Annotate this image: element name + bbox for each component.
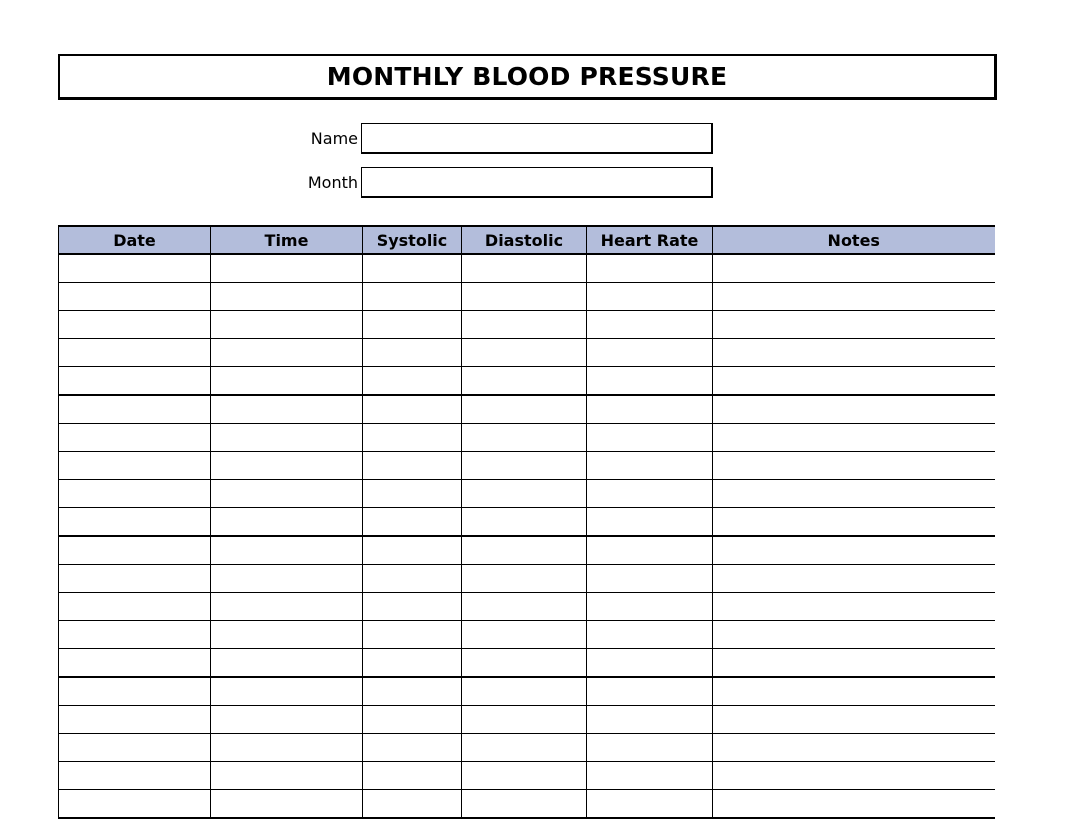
page-title: MONTHLY BLOOD PRESSURE <box>326 62 728 91</box>
cell-time[interactable] <box>211 649 363 678</box>
cell-systolic[interactable] <box>363 339 462 367</box>
log-table-container <box>58 225 995 823</box>
title-box <box>58 54 997 100</box>
column-header-notes: Notes <box>713 226 996 254</box>
cell-notes[interactable] <box>713 790 996 819</box>
cell-time[interactable] <box>211 480 363 508</box>
cell-time[interactable] <box>211 367 363 396</box>
cell-systolic[interactable] <box>363 706 462 734</box>
table-row <box>59 706 996 734</box>
cell-diastolic[interactable] <box>462 649 587 678</box>
cell-heart-rate[interactable] <box>587 593 713 621</box>
cell-time[interactable] <box>211 536 363 565</box>
table-row <box>59 254 996 283</box>
cell-date[interactable] <box>59 339 211 367</box>
cell-diastolic[interactable] <box>462 593 587 621</box>
cell-diastolic[interactable] <box>462 565 587 593</box>
cell-time[interactable] <box>211 565 363 593</box>
cell-date[interactable] <box>59 367 211 396</box>
cell-time[interactable] <box>211 677 363 706</box>
column-header-systolic: Systolic <box>363 226 462 254</box>
cell-time[interactable] <box>211 424 363 452</box>
cell-notes[interactable] <box>713 734 996 762</box>
cell-notes[interactable] <box>713 480 996 508</box>
cell-date[interactable] <box>59 452 211 480</box>
cell-date[interactable] <box>59 706 211 734</box>
cell-diastolic[interactable] <box>462 339 587 367</box>
cell-heart-rate[interactable] <box>587 649 713 678</box>
cell-heart-rate[interactable] <box>587 706 713 734</box>
table-row <box>59 762 996 790</box>
cell-heart-rate[interactable] <box>587 424 713 452</box>
table-row <box>59 339 996 367</box>
table-row <box>59 734 996 762</box>
cell-notes[interactable] <box>713 311 996 339</box>
table-row <box>59 452 996 480</box>
cell-systolic[interactable] <box>363 254 462 283</box>
cell-date[interactable] <box>59 536 211 565</box>
cell-diastolic[interactable] <box>462 452 587 480</box>
cell-systolic[interactable] <box>363 508 462 537</box>
cell-notes[interactable] <box>713 283 996 311</box>
month-label: Month <box>307 173 358 192</box>
cell-notes[interactable] <box>713 621 996 649</box>
cell-date[interactable] <box>59 677 211 706</box>
cell-heart-rate[interactable] <box>587 339 713 367</box>
table-row <box>59 508 996 537</box>
cell-notes[interactable] <box>713 424 996 452</box>
table-row <box>59 677 996 706</box>
cell-time[interactable] <box>211 508 363 537</box>
cell-date[interactable] <box>59 395 211 424</box>
cell-diastolic[interactable] <box>462 508 587 537</box>
cell-notes[interactable] <box>713 367 996 396</box>
cell-diastolic[interactable] <box>462 367 587 396</box>
cell-time[interactable] <box>211 762 363 790</box>
cell-systolic[interactable] <box>363 536 462 565</box>
cell-systolic[interactable] <box>363 677 462 706</box>
log-table <box>58 225 995 819</box>
cell-time[interactable] <box>211 339 363 367</box>
cell-time[interactable] <box>211 593 363 621</box>
cell-notes[interactable] <box>713 452 996 480</box>
cell-heart-rate[interactable] <box>587 565 713 593</box>
cell-time[interactable] <box>211 254 363 283</box>
cell-heart-rate[interactable] <box>587 734 713 762</box>
table-header-row <box>59 226 996 254</box>
cell-notes[interactable] <box>713 706 996 734</box>
table-row <box>59 480 996 508</box>
column-header-date: Date <box>59 226 211 254</box>
cell-heart-rate[interactable] <box>587 762 713 790</box>
table-row <box>59 565 996 593</box>
cell-systolic[interactable] <box>363 480 462 508</box>
table-row <box>59 395 996 424</box>
cell-time[interactable] <box>211 395 363 424</box>
cell-systolic[interactable] <box>363 734 462 762</box>
cell-date[interactable] <box>59 565 211 593</box>
cell-diastolic[interactable] <box>462 677 587 706</box>
cell-date[interactable] <box>59 254 211 283</box>
cell-date[interactable] <box>59 283 211 311</box>
cell-systolic[interactable] <box>363 283 462 311</box>
cell-time[interactable] <box>211 452 363 480</box>
cell-notes[interactable] <box>713 565 996 593</box>
cell-notes[interactable] <box>713 677 996 706</box>
cell-diastolic[interactable] <box>462 621 587 649</box>
cell-heart-rate[interactable] <box>587 480 713 508</box>
table-row <box>59 593 996 621</box>
table-row <box>59 790 996 819</box>
cell-notes[interactable] <box>713 762 996 790</box>
cell-diastolic[interactable] <box>462 424 587 452</box>
cell-notes[interactable] <box>713 395 996 424</box>
cell-heart-rate[interactable] <box>587 508 713 537</box>
cell-heart-rate[interactable] <box>587 395 713 424</box>
cell-diastolic[interactable] <box>462 480 587 508</box>
cell-heart-rate[interactable] <box>587 536 713 565</box>
cell-heart-rate[interactable] <box>587 367 713 396</box>
table-row <box>59 311 996 339</box>
cell-systolic[interactable] <box>363 452 462 480</box>
name-field[interactable] <box>361 123 713 154</box>
cell-date[interactable] <box>59 790 211 819</box>
cell-diastolic[interactable] <box>462 283 587 311</box>
cell-date[interactable] <box>59 762 211 790</box>
cell-notes[interactable] <box>713 536 996 565</box>
cell-heart-rate[interactable] <box>587 790 713 819</box>
table-row <box>59 536 996 565</box>
cell-date[interactable] <box>59 508 211 537</box>
cell-systolic[interactable] <box>363 593 462 621</box>
cell-notes[interactable] <box>713 508 996 537</box>
column-header-heart-rate: Heart Rate <box>587 226 713 254</box>
cell-time[interactable] <box>211 790 363 819</box>
name-label: Name <box>310 129 358 148</box>
table-row <box>59 649 996 678</box>
cell-diastolic[interactable] <box>462 254 587 283</box>
cell-heart-rate[interactable] <box>587 311 713 339</box>
log-table-body <box>59 254 996 818</box>
cell-heart-rate[interactable] <box>587 452 713 480</box>
cell-systolic[interactable] <box>363 565 462 593</box>
cell-diastolic[interactable] <box>462 536 587 565</box>
cell-systolic[interactable] <box>363 621 462 649</box>
cell-time[interactable] <box>211 311 363 339</box>
cell-notes[interactable] <box>713 254 996 283</box>
cell-systolic[interactable] <box>363 424 462 452</box>
column-header-time: Time <box>211 226 363 254</box>
cell-date[interactable] <box>59 734 211 762</box>
table-row <box>59 367 996 396</box>
cell-notes[interactable] <box>713 339 996 367</box>
column-header-diastolic: Diastolic <box>462 226 587 254</box>
cell-diastolic[interactable] <box>462 706 587 734</box>
cell-notes[interactable] <box>713 649 996 678</box>
cell-date[interactable] <box>59 424 211 452</box>
cell-date[interactable] <box>59 311 211 339</box>
cell-date[interactable] <box>59 480 211 508</box>
cell-diastolic[interactable] <box>462 311 587 339</box>
cell-diastolic[interactable] <box>462 395 587 424</box>
cell-systolic[interactable] <box>363 762 462 790</box>
cell-date[interactable] <box>59 621 211 649</box>
cell-notes[interactable] <box>713 593 996 621</box>
cell-time[interactable] <box>211 734 363 762</box>
cell-systolic[interactable] <box>363 395 462 424</box>
cell-heart-rate[interactable] <box>587 254 713 283</box>
month-field[interactable] <box>361 167 713 198</box>
cell-date[interactable] <box>59 649 211 678</box>
cell-date[interactable] <box>59 593 211 621</box>
cell-heart-rate[interactable] <box>587 677 713 706</box>
cell-systolic[interactable] <box>363 649 462 678</box>
cell-diastolic[interactable] <box>462 762 587 790</box>
cell-diastolic[interactable] <box>462 734 587 762</box>
cell-heart-rate[interactable] <box>587 621 713 649</box>
table-row <box>59 283 996 311</box>
cell-systolic[interactable] <box>363 790 462 819</box>
cell-systolic[interactable] <box>363 367 462 396</box>
cell-time[interactable] <box>211 621 363 649</box>
cell-time[interactable] <box>211 283 363 311</box>
table-row <box>59 424 996 452</box>
cell-time[interactable] <box>211 706 363 734</box>
cell-heart-rate[interactable] <box>587 283 713 311</box>
cell-diastolic[interactable] <box>462 790 587 819</box>
cell-systolic[interactable] <box>363 311 462 339</box>
table-row <box>59 621 996 649</box>
